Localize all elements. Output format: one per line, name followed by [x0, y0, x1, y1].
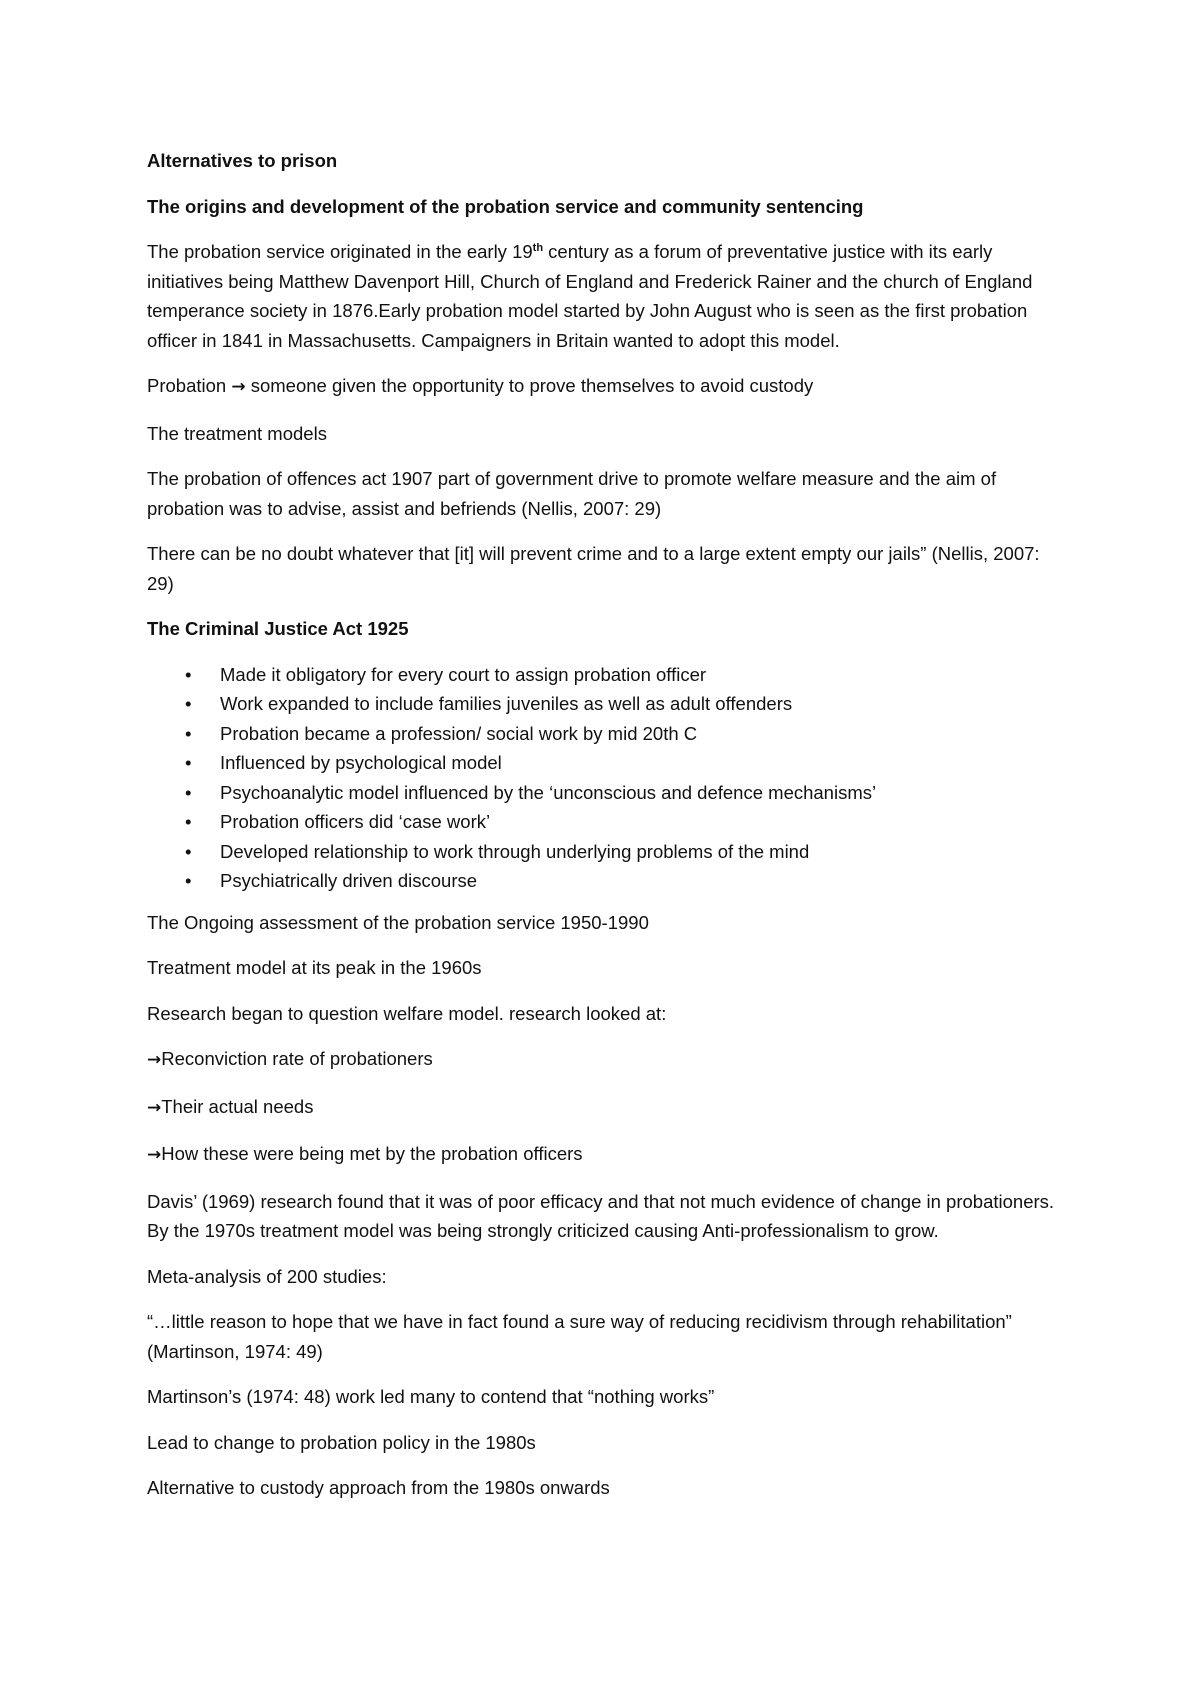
arrow-item-needs — [147, 1092, 1062, 1124]
list-item-text: Probation officers did ‘case work’ — [220, 811, 491, 832]
list-item — [147, 837, 1062, 867]
bullet-icon: • — [185, 693, 192, 714]
alternative-to-custody: Alternative to custody approach from the 1980s onwards — [147, 1477, 610, 1498]
list-item-text: Probation became a profession/ social work by mid 20th C — [220, 722, 698, 744]
right-arrow-icon: → — [147, 1097, 162, 1118]
probation-label: Probation — [147, 375, 227, 396]
right-arrow-icon: → — [147, 1050, 162, 1070]
list-item-text: Work expanded to include families juveniles as well as adult offenders — [220, 693, 793, 714]
martinson-quote: “…little reason to hope that we have in fact found a sure way of reducing recidivism through rehabilitation” (Martinson, 1974: 49) — [147, 1311, 1012, 1362]
list-item-text: Psychiatrically driven discourse — [220, 870, 478, 891]
list-item-text: Made it obligatory for every court to assign probation officer — [220, 663, 707, 685]
paragraph-origins — [147, 237, 1062, 355]
paragraph-origins-start: The probation service originated in the early 19 — [147, 241, 533, 262]
policy-change: Lead to change to probation policy in the 1980s — [147, 1431, 536, 1453]
section-heading-origins: The origins and development of the probation service and community sentencing — [147, 195, 864, 217]
research-question: Research began to question welfare model. research looked at: — [147, 1002, 667, 1024]
list-item — [147, 719, 1062, 749]
probation-definition-text: someone given the opportunity to prove themselves to avoid custody — [245, 375, 814, 396]
probation-definition — [147, 371, 1062, 403]
treatment-peak: Treatment model at its peak in the 1960s — [147, 957, 482, 978]
bullet-icon: • — [185, 663, 192, 685]
cja-bullet-list — [147, 660, 1062, 896]
bullet-icon: • — [185, 840, 192, 862]
document-body — [147, 146, 1062, 1519]
bullet-icon: • — [185, 811, 192, 832]
document-title: Alternatives to prison — [147, 150, 338, 171]
list-item — [147, 660, 1062, 690]
bullet-icon: • — [185, 752, 192, 773]
ongoing-assessment-heading: The Ongoing assessment of the probation service 1950-1990 — [147, 911, 649, 933]
superscript-th: th — [532, 241, 544, 254]
arrow-item-text: How these were being met by the probation officers — [161, 1143, 583, 1164]
bullet-icon: • — [185, 722, 192, 744]
list-item — [147, 807, 1062, 837]
paragraph-nellis-quote: There can be no doubt whatever that [it] will prevent crime and to a large extent empty our jails” (Nellis, 2007: 29) — [147, 543, 1040, 594]
paragraph-offences-act: The probation of offences act 1907 part of government drive to promote welfare measure and the aim of probation was to advise, assist and befriends (Nellis, 2007: 29) — [147, 468, 997, 519]
paragraph-origins-rest: century as a forum of preventative justice with its early initiatives being Matthew Davenport Hill, Church of England and Frederick Rainer and the church of England temperance society in 1876.Early probation model started by John August who is seen as the first probation officer in 1841 in Massachusetts. Campaigners in Britain wanted to adopt this model. — [147, 241, 1033, 351]
meta-analysis: Meta-analysis of 200 studies: — [147, 1265, 387, 1287]
list-item — [147, 778, 1062, 808]
right-arrow-icon: → — [231, 377, 246, 397]
list-item — [147, 689, 1062, 719]
bullet-icon: • — [185, 781, 192, 803]
section-heading-cja-1925: The Criminal Justice Act 1925 — [147, 618, 409, 639]
list-item-text: Psychoanalytic model influenced by the ‘unconscious and defence mechanisms’ — [220, 781, 877, 803]
list-item — [147, 748, 1062, 778]
paragraph-davis: Davis’ (1969) research found that it was of poor efficacy and that not much evidence of change in probationers. By the 1970s treatment model was being strongly criticized causing Anti-professionalism to grow. — [147, 1190, 1055, 1241]
bullet-icon: • — [185, 870, 192, 891]
treatment-models-heading: The treatment models — [147, 422, 327, 444]
list-item — [147, 866, 1062, 896]
right-arrow-icon: → — [147, 1145, 162, 1165]
arrow-item-met — [147, 1139, 1062, 1171]
arrow-item-text: Their actual needs — [161, 1095, 314, 1117]
list-item-text: Influenced by psychological model — [220, 752, 502, 773]
arrow-item-text: Reconviction rate of probationers — [161, 1048, 433, 1069]
arrow-item-reconviction — [147, 1044, 1062, 1076]
nothing-works: Martinson’s (1974: 48) work led many to contend that “nothing works” — [147, 1386, 715, 1407]
list-item-text: Developed relationship to work through underlying problems of the mind — [220, 840, 810, 862]
